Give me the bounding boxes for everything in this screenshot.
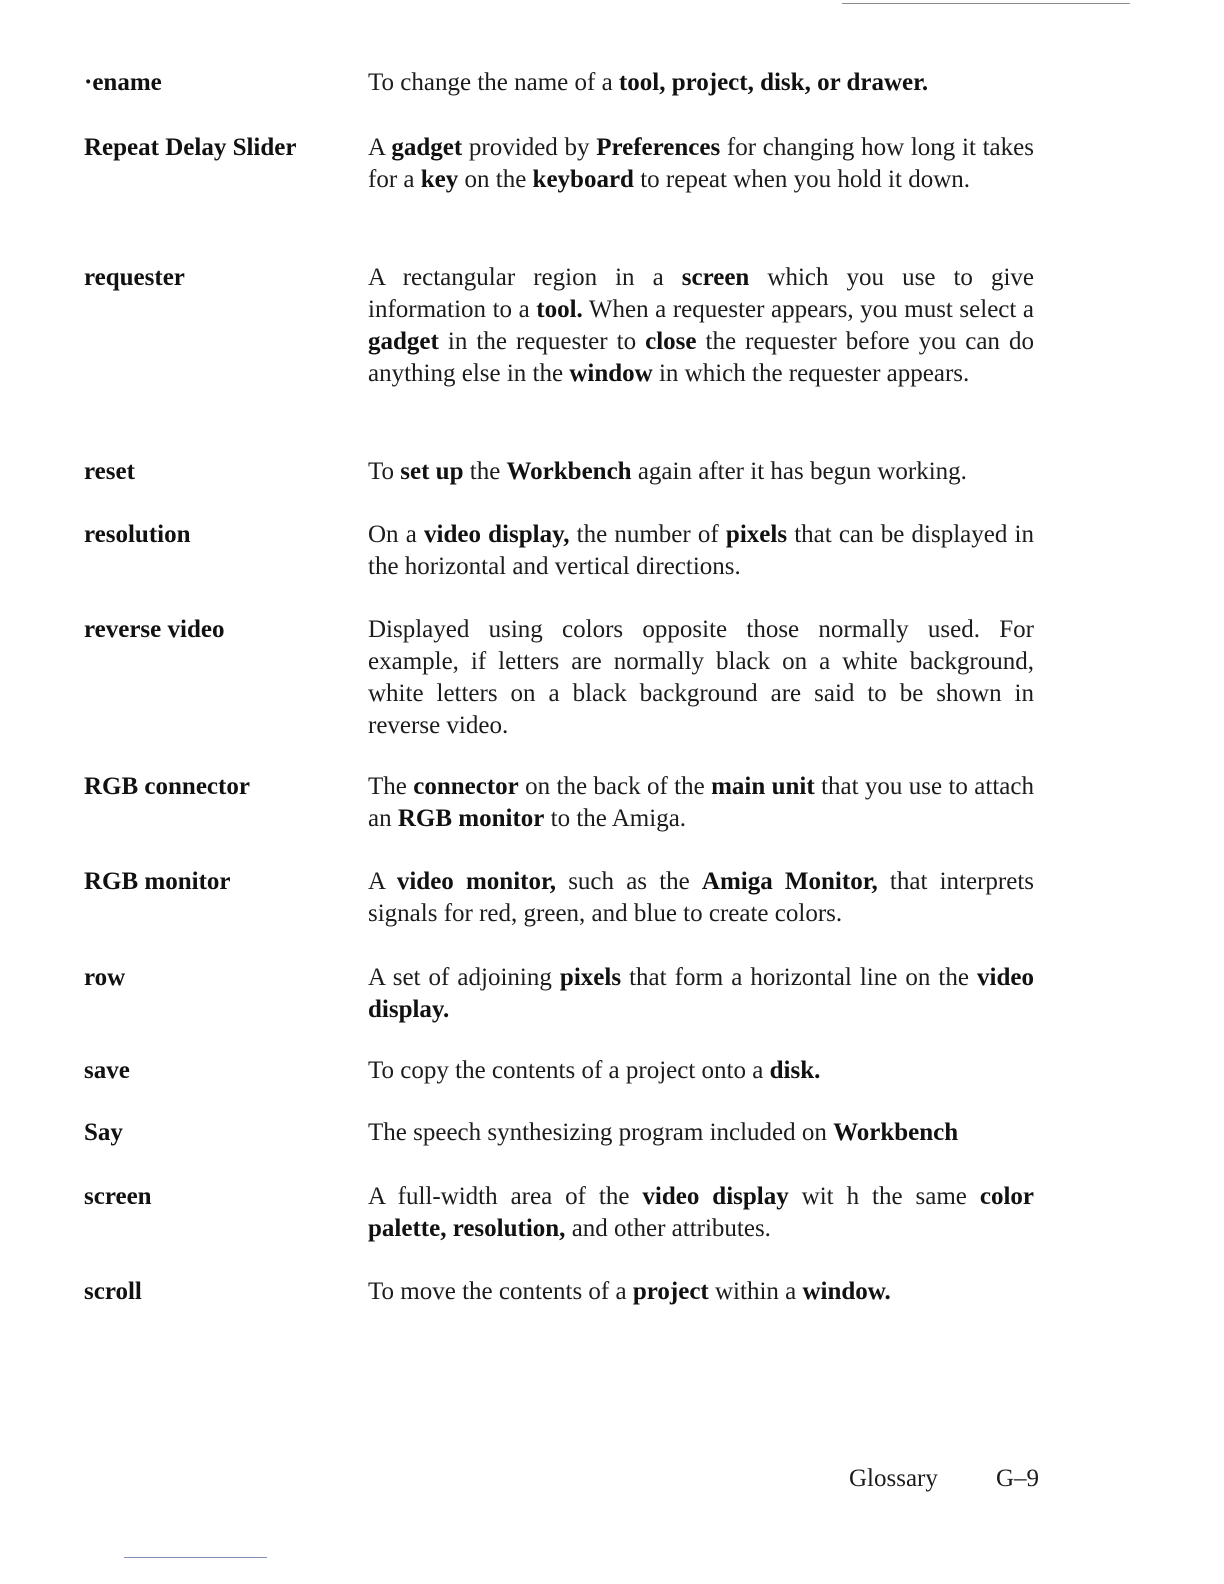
glossary-term: scroll (84, 1278, 142, 1305)
definition-keyword: Workbench (506, 458, 632, 485)
definition-text: A (368, 868, 397, 895)
glossary-definition (368, 456, 1034, 488)
definition-keyword: set up (400, 458, 464, 485)
glossary-definition (368, 519, 1034, 583)
definition-keyword: Amiga Monitor, (701, 868, 878, 895)
definition-keyword: video display (642, 1183, 789, 1210)
definition-text: which you use to give information to a (368, 264, 1034, 323)
definition-text: in the requester to (438, 328, 646, 355)
definition-keyword: video monitor, (396, 868, 557, 895)
bottom-rule (124, 1557, 267, 1558)
glossary-definition (368, 771, 1034, 835)
definition-keyword: video display. (368, 964, 1034, 1023)
definition-text: When a requester appears, you must select a (582, 296, 1035, 323)
definition-text: The speech synthesizing program included on (368, 1119, 834, 1146)
definition-text: that you use to attach an (368, 773, 1034, 832)
definition-keyword: Preferences (596, 134, 721, 161)
glossary-term: reset (84, 458, 135, 485)
definition-text: that can be displayed in the horizontal and vertical directions. (368, 521, 1034, 580)
glossary-definition (368, 1181, 1034, 1245)
definition-text: On a (368, 521, 425, 548)
definition-text: A full-width area of the (368, 1183, 643, 1210)
definition-text: To move the contents of a (368, 1278, 633, 1305)
definition-text: provided by (462, 134, 597, 161)
footer-section-title: Glossary (849, 1465, 938, 1492)
definition-keyword: connector (413, 773, 519, 800)
definition-text: To copy the contents of a project onto a (368, 1057, 770, 1084)
definition-keyword: keyboard (532, 166, 634, 193)
definition-text: in which the requester appears. (652, 360, 970, 387)
definition-keyword: close (645, 328, 697, 355)
definition-text: and other attributes. (565, 1215, 771, 1242)
definition-keyword: main unit (711, 773, 815, 800)
definition-keyword: video display, (424, 521, 570, 548)
glossary-term: RGB connector (84, 773, 250, 800)
definition-text: the number of (569, 521, 726, 548)
definition-text: the requester before you can do anything else in the (368, 328, 1034, 387)
definition-text: on the back of the (518, 773, 712, 800)
definition-text: A set of adjoining (368, 964, 560, 991)
glossary-definition (368, 1117, 1034, 1149)
glossary-term: ·ename (84, 69, 162, 96)
definition-text: within a (708, 1278, 803, 1305)
glossary-term: Repeat Delay Slider (84, 134, 297, 161)
definition-keyword: project (632, 1278, 709, 1305)
definition-text: to repeat when you hold it down. (633, 166, 971, 193)
glossary-definition (368, 962, 1034, 1026)
definition-text: again after it has begun working. (631, 458, 967, 485)
definition-keyword: window (569, 360, 653, 387)
definition-text: such as the (556, 868, 702, 895)
definition-text: wit h the same (788, 1183, 980, 1210)
glossary-definition (368, 866, 1034, 930)
definition-text: that form a horizontal line on the (621, 964, 978, 991)
definition-keyword: screen (681, 264, 750, 291)
glossary-definition (368, 132, 1034, 196)
definition-text: To (368, 458, 401, 485)
definition-keyword: pixels (559, 964, 622, 991)
definition-text: The (368, 773, 414, 800)
definition-text: that interprets signals for red, green, and blue to create colors. (368, 868, 1034, 927)
definition-keyword: gadget (368, 328, 439, 355)
definition-keyword: tool. (536, 296, 583, 323)
definition-text: the (463, 458, 507, 485)
glossary-definition (368, 1276, 1034, 1308)
definition-text: on the (458, 166, 533, 193)
definition-text: to the Amiga. (544, 805, 687, 832)
page-number: G–9 (996, 1465, 1040, 1492)
definition-keyword: pixels (725, 521, 788, 548)
glossary-term: save (84, 1057, 130, 1084)
glossary-term: row (84, 964, 126, 991)
glossary-definition (368, 67, 1034, 99)
glossary-term: screen (84, 1183, 152, 1210)
definition-keyword: tool, project, disk, or drawer. (618, 69, 929, 96)
definition-keyword: RGB monitor (397, 805, 545, 832)
definition-keyword: gadget (391, 134, 463, 161)
definition-keyword: disk. (769, 1057, 821, 1084)
glossary-term: requester (84, 264, 185, 291)
glossary-definition (368, 614, 1034, 742)
glossary-term: resolution (84, 521, 191, 548)
glossary-term: RGB monitor (84, 868, 231, 895)
glossary-term: reverse video (84, 616, 225, 643)
definition-text: for changing how long it takes for a (368, 134, 1034, 193)
top-rule (842, 3, 1130, 4)
definition-text: Displayed using colors opposite those normally used. For example, if letters are normally black on a white background, white letters on a black background are said to be shown in reverse video. (368, 616, 1034, 739)
glossary-definition (368, 262, 1034, 390)
definition-text: A rectangular region in a (368, 264, 682, 291)
definition-keyword: window. (802, 1278, 891, 1305)
definition-keyword: Workbench (833, 1119, 959, 1146)
definition-keyword: color palette, resolution, (368, 1183, 1034, 1242)
definition-text: A (368, 134, 392, 161)
definition-text: To change the name of a (368, 69, 619, 96)
definition-keyword: key (420, 166, 459, 193)
glossary-term: Say (84, 1119, 123, 1146)
glossary-definition (368, 1055, 1034, 1087)
